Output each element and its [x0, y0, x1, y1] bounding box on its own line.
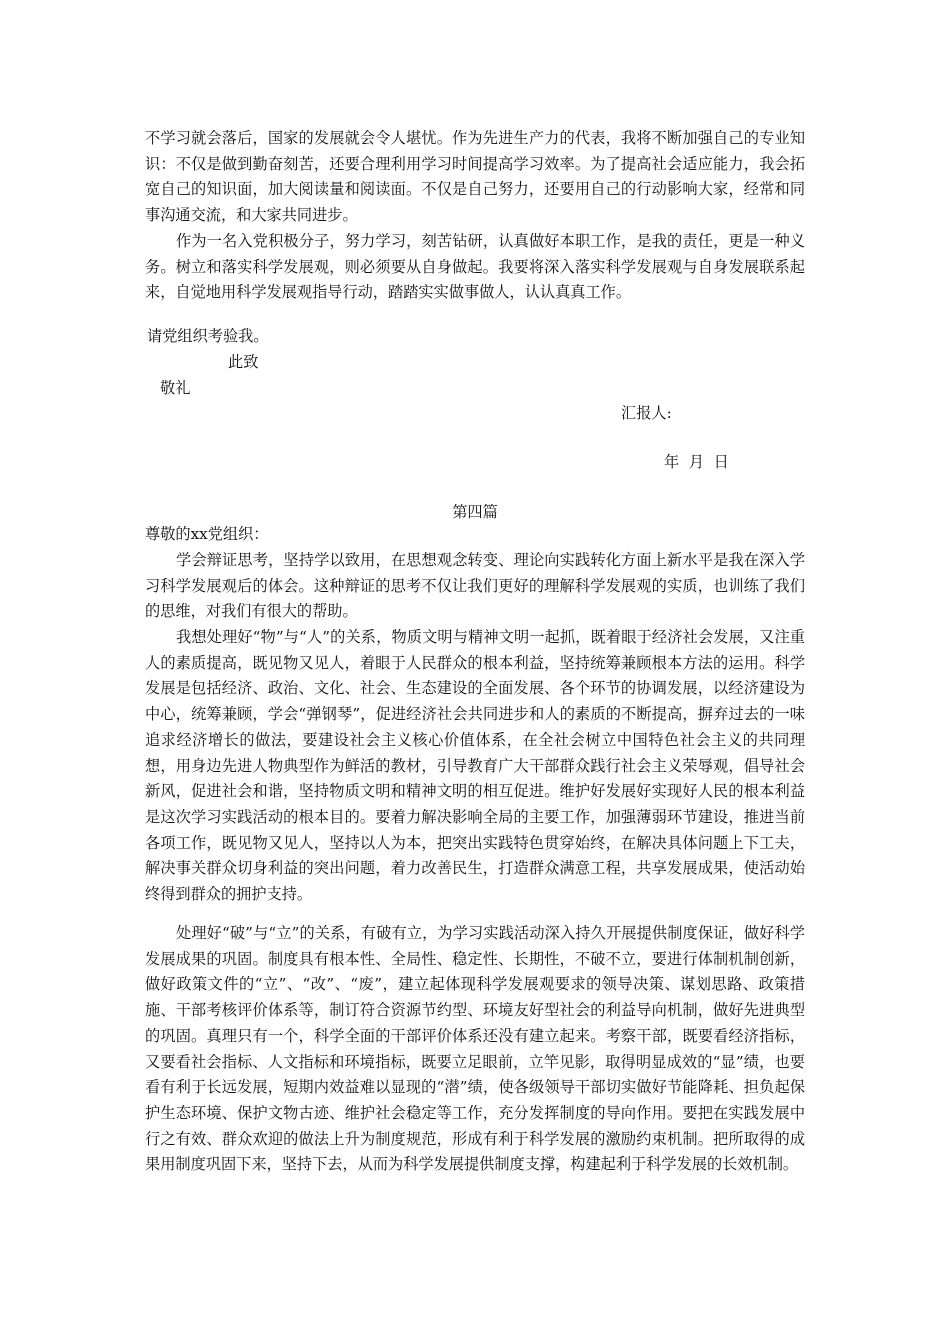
paragraph-break-establish: 处理好“破”与“立”的关系，有破有立，为学习实践活动深入持久开展提供制度保证，做好科学发展成果的巩固。制度具有根本性、全局性、稳定性、长期性，不破不立，要进行体制机制创新，做好政策文件的“立”、“改”、“废”，建立起体现科学发展观要求的领导决策、谋划思路、政策措施、干部考核评价体系等，制订符合资源节约型、环境友好型社会的利益导向机制，做好先进典型的巩固。真理只有一个，科学全面的干部评价体系还没有建立起来。考察干部，既要看经济指标，又要看社会指标、人文指标和环境指标，既要立足眼前，立竿见影，取得明显成效的“显”绩，也要看有利于长远发展，短期内效益难以显现的“潜”绩，使各级领导干部切实做好节能降耗、担负起保护生态环境、保护文物古迹、维护社会稳定等工作，充分发挥制度的导向作用。要把在实践发展中行之有效、群众欢迎的做法上升为制度规范，形成有利于科学发展的激励约束机制。把所取得的成果用制度巩固下来，坚持下去，从而为科学发展提供制度支撑，构建起利于科学发展的长效机制。: [145, 924, 805, 1174]
salutation: 尊敬的xx党组织：: [145, 525, 269, 543]
paragraph-dialectical: 学会辩证思考，坚持学以致用，在思想观念转变、理论向实践转化方面上新水平是我在深入学习科学发展观后的体会。这种辩证的思考不仅让我们更好的理解科学发展观的实质，也训练了我们的思维，对我们有很大的帮助。: [145, 551, 805, 621]
date-line: 年 月 日: [664, 453, 729, 471]
paragraph-study: 不学习就会落后，国家的发展就会令人堪忧。作为先进生产力的代表，我将不断加强自己的专业知识：不仅是做到勤奋刻苦，还要合理利用学习时间提高学习效率。为了提高社会适应能力，我会拓宽自己的知识面，加大阅读量和阅读面。不仅是自己努力，还要用自己的行动影响大家，经常和同事沟通交流，和大家共同进步。: [145, 129, 805, 225]
reporter-label: 汇报人:: [621, 404, 672, 422]
closing-jingli: 敬礼: [160, 379, 191, 397]
paragraph-party-activist: 作为一名入党积极分子，努力学习，刻苦钻研，认真做好本职工作，是我的责任，更是一种义务。树立和落实科学发展观，则必须要从自身做起。我要将深入落实科学发展观与自身发展联系起来，自觉地用科学发展观指导行动，踏踏实实做事做人，认认真真工作。: [145, 232, 805, 302]
section-title: 第四篇: [452, 503, 498, 521]
paragraph-material-people: 我想处理好“物”与“人”的关系，物质文明与精神文明一起抓，既着眼于经济社会发展，又注重人的素质提高，既见物又见人，着眼于人民群众的根本利益，坚持统筹兼顾根本方法的运用。科学发展是包括经济、政治、文化、社会、生态建设的全面发展、各个环节的协调发展，以经济建设为中心，统筹兼顾，学会“弹钢琴”，促进经济社会共同进步和人的素质的不断提高，摒弃过去的一味追求经济增长的做法，要建设社会主义核心价值体系，在全社会树立中国特色社会主义的共同理想，用身边先进人物典型作为鲜活的教材，引导教育广大干部群众践行社会主义荣辱观，倡导社会新风，促进社会和谐，坚持物质文明和精神文明的相互促进。维护好发展好实现好人民的根本利益是这次学习实践活动的根本目的。要着力解决影响全局的主要工作，加强薄弱环节建设，推进当前各项工作，既见物又见人，坚持以人为本，把突出实践特色贯穿始终，在解决具体问题上下工夫，解决事关群众切身利益的突出问题，着力改善民生，打造群众满意工程，共享发展成果，使活动始终得到群众的拥护支持。: [145, 628, 805, 904]
closing-cizhi: 此致: [228, 353, 259, 371]
request-line: 请党组织考验我。: [147, 327, 269, 345]
